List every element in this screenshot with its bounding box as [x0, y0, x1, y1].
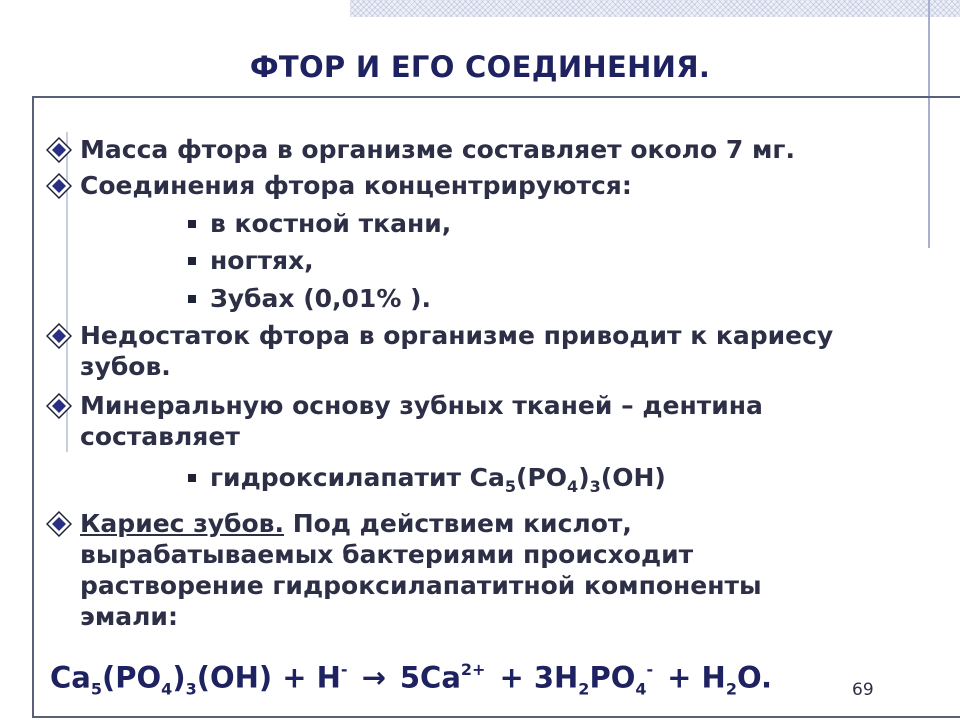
eq-plus1: + 3H — [499, 660, 579, 695]
square-bullet-icon — [188, 220, 196, 228]
apatite-sub-5: 5 — [504, 477, 517, 496]
apatite-sub-4: 4 — [567, 477, 579, 496]
eq-ca2-sup: 2+ — [460, 660, 486, 679]
eq-po: (PO — [102, 660, 162, 695]
eq-po-close: ) — [172, 660, 186, 695]
eq-ca2: 5Ca — [399, 660, 461, 695]
sub-item-hydroxyapatite — [210, 462, 666, 502]
bullet-line: вырабатываемых бактериями происходит — [80, 540, 694, 569]
bullet-concentration — [80, 170, 900, 201]
apatite-prefix: гидроксилапатит Ca — [210, 463, 505, 492]
bullet-text: Соединения фтора концентрируются: — [80, 171, 632, 200]
eq-h2o-sub: 2 — [725, 679, 737, 699]
eq-ca-sub: 5 — [90, 679, 102, 699]
bullet-deficiency — [80, 320, 900, 382]
bullet-line: эмали: — [80, 602, 178, 631]
diamond-bullet-icon — [46, 137, 72, 163]
bullet-mass — [80, 134, 900, 165]
eq-po2-sup: - — [646, 660, 654, 679]
chemical-equation — [50, 654, 772, 707]
caries-first: Под действием кислот, — [292, 509, 632, 538]
sub-item-text: в костной ткани, — [210, 209, 452, 238]
eq-po-sub: 4 — [161, 679, 173, 699]
eq-o-end: O. — [736, 660, 772, 695]
bullet-line: Минеральную основу зубных тканей – дентина — [80, 391, 763, 420]
arrow-icon: → — [361, 660, 386, 695]
eq-po2: PO — [589, 660, 636, 695]
apatite-close: ) — [578, 463, 590, 492]
apatite-sub-3: 3 — [589, 477, 601, 496]
diamond-bullet-icon — [46, 511, 72, 537]
diamond-bullet-icon — [46, 393, 72, 419]
eq-h-sup: - — [340, 660, 348, 679]
sub-item-teeth — [210, 283, 431, 314]
slide-title: ФТОР И ЕГО СОЕДИНЕНИЯ. — [249, 50, 711, 84]
bullet-line: растворение гидроксилапатитной компоненты — [80, 571, 762, 600]
diamond-bullet-icon — [46, 173, 72, 199]
bullet-line: Недостаток фтора в организме приводит к кариесу — [80, 321, 834, 350]
eq-po-close-sub: 3 — [185, 679, 197, 699]
sub-item-bone — [210, 208, 451, 239]
square-bullet-icon — [188, 257, 196, 265]
sub-item-text: Зубах (0,01% ). — [210, 284, 431, 313]
bullet-line — [80, 508, 900, 539]
bullet-line: зубов. — [80, 352, 171, 381]
page-number: 69 — [852, 680, 874, 700]
apatite-oh: (OH) — [600, 463, 666, 492]
eq-ca: Ca — [50, 660, 91, 695]
apatite-po: (PO — [516, 463, 568, 492]
eq-po2-sub: 4 — [635, 679, 647, 699]
eq-oh: (OH) + H — [196, 660, 341, 695]
eq-h2-sub: 2 — [578, 679, 590, 699]
diamond-bullet-icon — [46, 323, 72, 349]
bullet-text: Масса фтора в организме составляет около 7 мг. — [80, 135, 795, 164]
square-bullet-icon — [188, 474, 196, 482]
bullet-caries — [80, 508, 900, 632]
bullet-line: составляет — [80, 422, 240, 451]
eq-plus2: + H — [667, 660, 726, 695]
square-bullet-icon — [188, 295, 196, 303]
bullet-mineral — [80, 390, 900, 452]
sub-item-text: ногтях, — [210, 246, 314, 275]
sub-item-nails — [210, 245, 314, 276]
caries-lead: Кариес зубов. — [80, 509, 284, 538]
